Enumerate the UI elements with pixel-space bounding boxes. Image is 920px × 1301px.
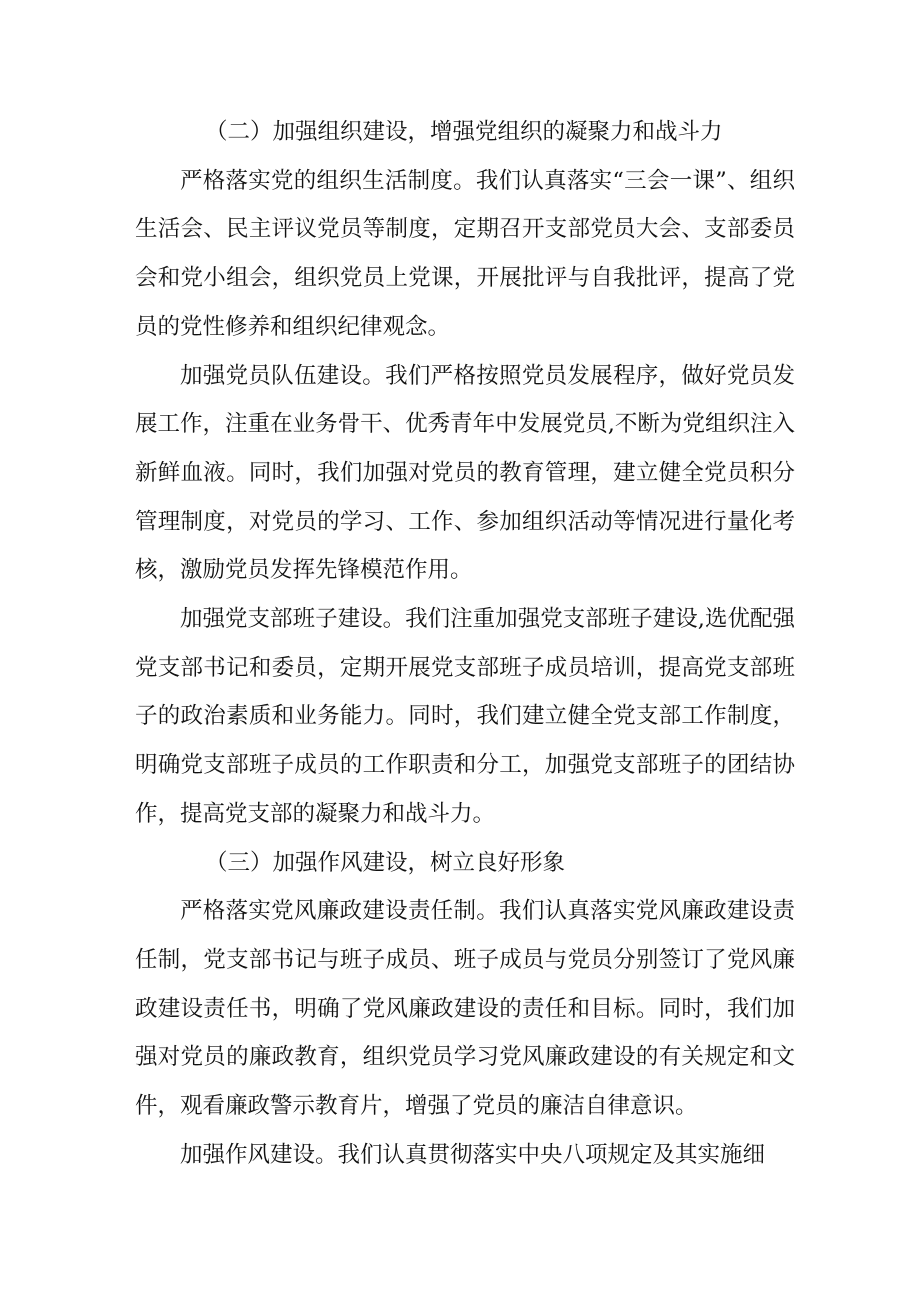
section-heading-3: （三）加强作风建设，树立良好形象 (205, 849, 566, 876)
paragraph-integrity-responsibility: 严格落实党风廉政建设责任制。我们认真落实党风廉政建设责任制，党支部书记与班子成员、班子成员与党员分别签订了党风廉政建设责任书，明确了党风廉政建设的责任和目标。同时，我们加强对党员的廉政教育，组织党员学习党风廉政建设的有关规定和文件，观看廉政警示教育片，增强了党员的廉洁自律意识。 (135, 898, 795, 1120)
paragraph-organization-life: 严格落实党的组织生活制度。我们认真落实“三会一课”、组织生活会、民主评议党员等制度，定期召开支部党员大会、支部委员会和党小组会，组织党员上党课，开展批评与自我批评，提高了党员的党性修养和组织纪律观念。 (135, 167, 795, 340)
section-heading-2: （二）加强组织建设，增强党组织的凝聚力和战斗力 (205, 119, 723, 145)
paragraph-work-style: 加强作风建设。我们认真贯彻落实中央八项规定及其实施细 (180, 1141, 766, 1168)
paragraph-branch-leadership: 加强党支部班子建设。我们注重加强党支部班子建设,选优配强党支部书记和委员，定期开展党支部班子成员培训，提高党支部班子的政治素质和业务能力。同时，我们建立健全党支部工作制度，明确党支部班子成员的工作职责和分工，加强党支部班子的团结协作，提高党支部的凝聚力和战斗力。 (135, 606, 795, 827)
document-body (135, 108, 795, 1179)
paragraph-member-team: 加强党员队伍建设。我们严格按照党员发展程序，做好党员发展工作，注重在业务骨干、优秀青年中发展党员,不断为党组织注入新鲜血液。同时，我们加强对党员的教育管理，建立健全党员积分管理制度，对党员的学习、工作、参加组织活动等情况进行量化考核，激励党员发挥先锋模范作用。 (135, 362, 795, 584)
